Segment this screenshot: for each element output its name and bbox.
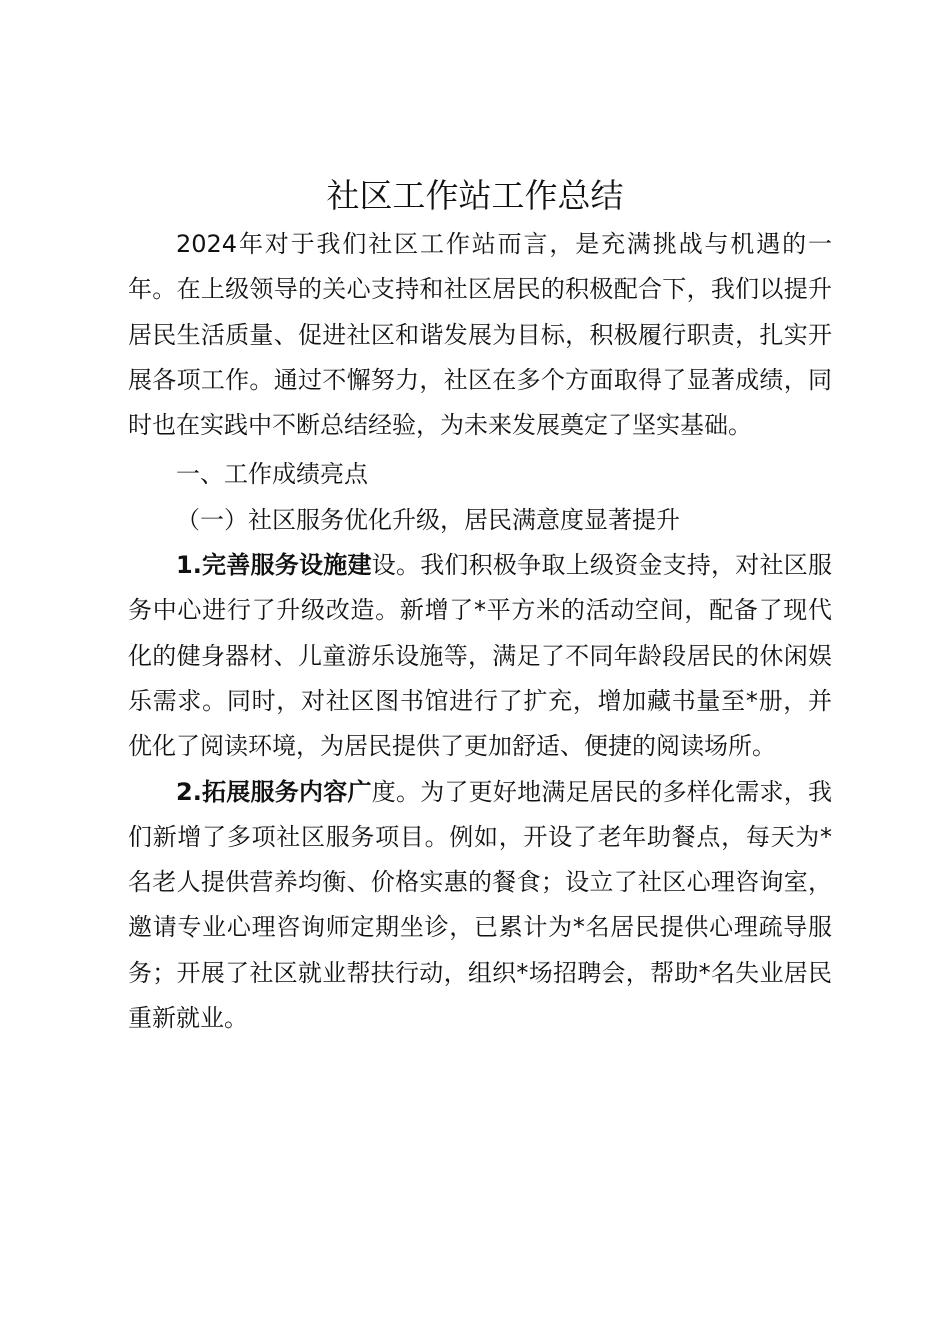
document-title: 社区工作站工作总结 [326,176,624,215]
item-paragraph-1 [128,543,832,769]
subsection-heading: （一）社区服务优化升级，居民满意度显著提升 [176,505,680,534]
section-heading: 一、工作成绩亮点 [176,460,368,489]
item-paragraph-2 [128,770,832,1042]
item-lead-2: 2.拓展服务内容广 [176,777,372,806]
document-body [128,222,832,1041]
item-text-1: 设。我们积极争取上级资金支持，对社区服务中心进行了升级改造。新增了*平方米的活动空间，配备了现代化的健身器材、儿童游乐设施等，满足了不同年龄段居民的休闲娱乐需求。同时，对社区图书馆进行了扩充，增加藏书量至*册，并优化了阅读环境，为居民提供了更加舒适、便捷的阅读场所。 [128,551,832,761]
item-text-2: 度。为了更好地满足居民的多样化需求，我们新增了多项社区服务项目。例如，开设了老年助餐点，每天为*名老人提供营养均衡、价格实惠的餐食；设立了社区心理咨询室，邀请专业心理咨询师定期坐诊，已累计为*名居民提供心理疏导服务；开展了社区就业帮扶行动，组织*场招聘会，帮助*名失业居民重新就业。 [128,777,832,1033]
item-lead-1: 1.完善服务设施建 [176,551,372,580]
intro-paragraph: 2024年对于我们社区工作站而言，是充满挑战与机遇的一年。在上级领导的关心支持和社区居民的积极配合下，我们以提升居民生活质量、促进社区和谐发展为目标，积极履行职责，扎实开展各项工作。通过不懈努力，社区在多个方面取得了显著成绩，同时也在实践中不断总结经验，为未来发展奠定了坚实基础。 [128,230,832,440]
